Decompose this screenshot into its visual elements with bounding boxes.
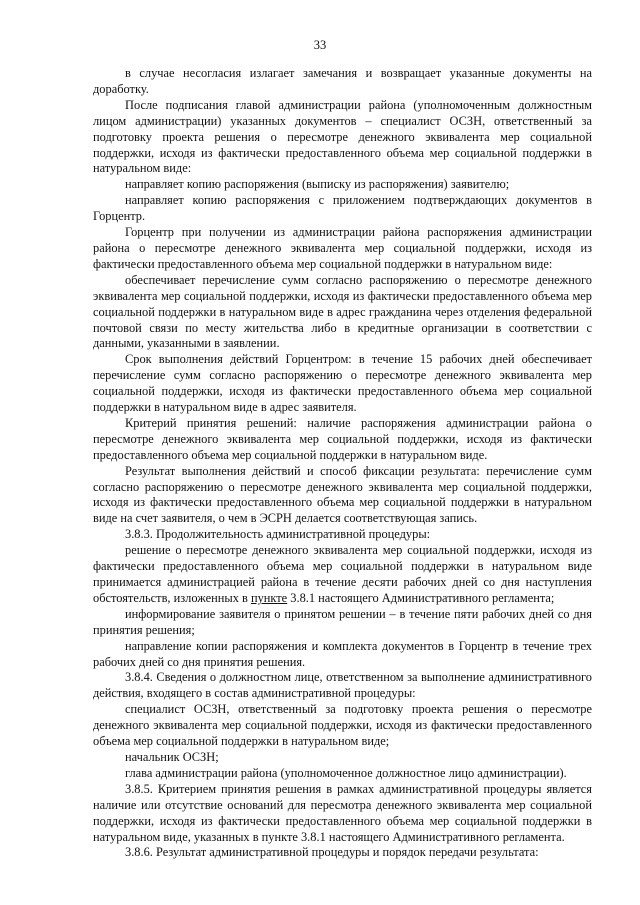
paragraph: информирование заявителя о принятом решении – в течение пяти рабочих дней со дня принятия решения;	[93, 606, 592, 637]
paragraph: направление копии распоряжения и комплекта документов в Горцентр в течение трех рабочих дней со дня принятия решения.	[93, 638, 592, 669]
paragraph-text-after-link: 3.8.1 настоящего Административного регламента;	[287, 590, 555, 605]
section-heading: 3.8.4. Сведения о должностном лице, ответственном за выполнение административного действия, входящего в состав административной процедуры:	[93, 670, 592, 701]
paragraph: Горцентр при получении из администрации района распоряжения администрации района о пересмотре денежного эквивалента мер социальной поддержки, исходя из фактически предоставленного объема мер социальной поддержки в натуральном виде:	[93, 225, 592, 271]
paragraph: направляет копию распоряжения (выписку из распоряжения) заявителю;	[125, 177, 510, 192]
paragraph: После подписания главой администрации района (уполномоченным должностным лицом администрации) указанных документов – специалист ОСЗН, ответственный за подготовку проекта решения о пересмотре денежного эквивалента мер социальной поддержки, исходя из фактически предоставленного объема мер социальной поддержки в натуральном виде:	[93, 97, 592, 176]
paragraph: глава администрации района (уполномоченное должностное лицо администрации).	[125, 765, 567, 780]
paragraph: Критерий принятия решений: наличие распоряжения администрации района о пересмотре денежного эквивалента мер социальной поддержки, исходя из фактически предоставленного объема мер социальной поддержки в натуральном виде.	[93, 415, 592, 462]
paragraph-text: решение о пересмотре денежного эквивалента мер социальной поддержки, исходя из фактически предоставленного объема мер социальной поддержки в натуральном виде принимается администрацией района в течение десяти рабочих дней со дня наступления обстоятельств, изложенных в	[93, 543, 592, 605]
page-number: 33	[313, 38, 327, 52]
paragraph: Результат выполнения действий и способ фиксации результата: перечисление сумм согласно распоряжению о пересмотре денежного эквивалента мер социальной поддержки, исходя из фактически предоставленного объема мер социальной поддержки в натуральном виде на счет заявителя, о чем в ЭСРН делается соответствующая запись.	[93, 463, 592, 526]
paragraph: направляет копию распоряжения с приложением подтверждающих документов в Горцентр.	[93, 193, 592, 224]
section-heading: 3.8.5. Критерием принятия решения в рамках административной процедуры является наличие или отсутствие оснований для пересмотра денежного эквивалента мер социальной поддержки, исходя из фактически предоставленного объема мер социальной поддержки в натуральном виде, указанных в пункте 3.8.1 настоящего Административного регламента.	[93, 781, 592, 844]
paragraph: специалист ОСЗН, ответственный за подготовку проекта решения о пересмотре денежного эквивалента мер социальной поддержки, исходя из фактически предоставленного объема мер социальной поддержки в натуральном виде;	[93, 702, 592, 749]
section-heading: 3.8.6. Результат административной процедуры и порядок передачи результата:	[125, 845, 539, 860]
reference-link[interactable]: пункте	[250, 590, 288, 605]
paragraph: начальник ОСЗН;	[125, 749, 219, 764]
paragraph-with-link	[93, 543, 592, 607]
paragraph: обеспечивает перечисление сумм согласно распоряжению о пересмотре денежного эквивалента мер социальной поддержки, исходя из фактически предоставленного объема мер социальной поддержки в натуральном виде в адрес гражданина через отделения федеральной почтовой связи по месту жительства либо в кредитные организации в соответствии с данными, указанными в заявлении.	[93, 272, 592, 351]
paragraph: Срок выполнения действий Горцентром: в течение 15 рабочих дней обеспечивает перечисление сумм согласно распоряжению о пересмотре денежного эквивалента мер социальной поддержки, исходя из фактически предоставленного объема мер социальной поддержки в натуральном виде в адрес заявителя.	[93, 352, 592, 415]
document-body	[93, 66, 592, 861]
paragraph: в случае несогласия излагает замечания и возвращает указанные документы на доработку.	[93, 66, 592, 96]
section-heading: 3.8.3. Продолжительность административной процедуры:	[125, 527, 431, 542]
